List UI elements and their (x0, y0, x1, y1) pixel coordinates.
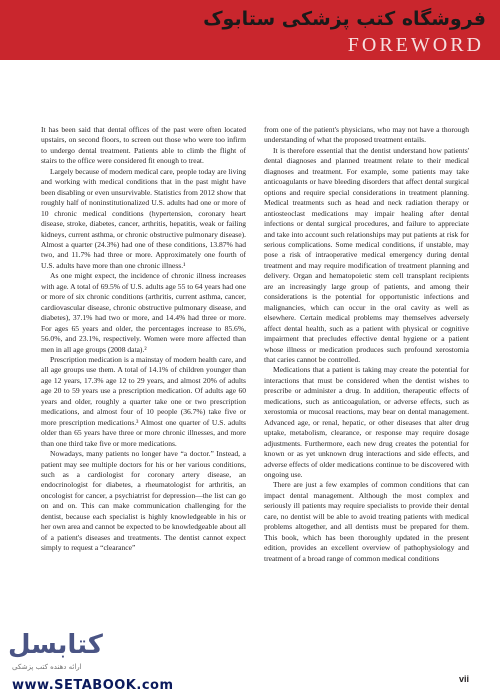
site-tagline: ارائه دهنده کتب پزشکی (12, 663, 82, 671)
paragraph: Nowadays, many patients no longer have “a doctor.” Instead, a patient may see multiple doctors for his or her various conditions, such as a cardiologist for coronary artery disease, an endocrinologist for diabetes, a rheumatologist for arthritis, an oncologist for cancer, a psychiatrist for depression—the list can go on and on. This can make communication challenging for the dentist, because each specialist is highly knowledgeable in his or her own area and cannot be expected to be knowledgeable about all of a patient's diseases and treatments. The dentist cannot expect simply to request a “clearance” (41, 449, 246, 553)
paragraph: It has been said that dental offices of the past were often located upstairs, on second floors, to screen out those who were too infirm to undergo dental treatment. Patients able to climb the flight of stairs to the office were considered fit enough to treat. (41, 125, 246, 166)
paragraph: Medications that a patient is taking may create the potential for interactions that must be considered when the dentist wishes to prescribe or administer a drug. In addition, therapeutic effects of medications, such as anticoagulation, or adverse effects, such as xerostomia or mucosal reactions, may bear on dental management. Advanced age, or renal, hepatic, or other diseases that alter drug uptake, metabolism, clearance, or response may require dosage adjustments. Furthermore, each new drug creates the potential for known or as yet unknown drug interactions and side effects, and adverse effects of older medications continue to be discovered with ongoing use. (264, 365, 469, 479)
paragraph: As one might expect, the incidence of chronic illness increases with age. A total of 69.5% of U.S. adults age 55 to 64 years had one or more of six chronic conditions (arthritis, current asthma, cancer, cardiovascular disease, chronic obstructive pulmonary disease, and diabetes), 37.1% had two or more, and 14.4% had three or more. For ages 65 years and older, the percentages increase to 85.6%, 56.0%, and 23.1%, respectively. Women were more affected than men in all age groups (2008 data).² (41, 271, 246, 354)
paragraph: There are just a few examples of common conditions that can impact dental management. Although the most complex and seriously ill patients may require specialists to provide their dental care, no dentist will be able to avoid treating patients with medical problems altogether, and all dentists must be prepared for them. This book, which has been thoroughly updated in the present edition, provides an excellent overview of pathophysiology and treatment of a broad range of common medical conditions (264, 480, 469, 563)
left-column (41, 125, 246, 653)
page-number: vii (458, 674, 469, 684)
paragraph: Largely because of modern medical care, people today are living and working with medical conditions that in the past might have been disabling or even unsurvivable. Statistics from 2012 show that roughly half of noninstitutionalized U.S. adults had one or more of 10 chronic medical conditions (hypertension, coronary heart disease, stroke, diabetes, cancer, arthritis, hepatitis, weak or failing kidneys, current asthma, or chronic obstructive pulmonary disease). Almost a quarter (24.3%) had one of these conditions, 13.87% had two, and 11.7% had three or more. Approximately one fourth of U.S. adults have more than one chronic illness.¹ (41, 166, 246, 270)
store-watermark: فروشگاه کتب پزشکی ستابوک (203, 8, 486, 30)
section-title: FOREWORD (347, 34, 484, 56)
right-column (264, 125, 469, 653)
body-text (41, 125, 469, 653)
paragraph: Prescription medication is a mainstay of modern health care, and all age groups use them. A total of 14.1% of children younger than age 12 years, 17.3% age 12 to 29 years, and almost 20% of adults age 20 to 59 years use a prescription medication. Of adults age 60 years and older, roughly a quarter take one or two prescription medications, and almost four of 10 people (36.7%) take five or more prescription medications.³ Almost one quarter of U.S. adults older than 65 years have three or more chronic illnesses, and more than one third take five or more medications. (41, 354, 246, 448)
site-url[interactable]: www.SETABOOK.com (12, 678, 174, 693)
site-logo: کتابسل (8, 630, 103, 660)
paragraph: from one of the patient's physicians, who may not have a thorough understanding of what the proposed treatment entails. (264, 125, 469, 145)
paragraph: It is therefore essential that the dentist understand how patients' dental diagnoses and planned treatment relate to their medical diagnoses and treatment. For example, some patients may take anticoagulants or have bleeding disorders that affect dental surgical options and require special considerations in treatment planning. Medical treatments such as head and neck radiation therapy or antiosteoclast medications may impair healing after dental infections or dental surgical procedures, and failure to appreciate and take into account such relationships may put patients at risk for serious complications. Some medical conditions, if unstable, may pose a risk of intraoperative medical emergency during dental treatment and may require modification of treatment planning and delivery. Organ and hematopoietic stem cell transplant recipients are an increasingly large group of patients, and among their considerations is the potential for opportunistic infections and malignancies, which can occur in the oral cavity as well as elsewhere. Certain medical problems may themselves adversely affect dental health, such as a patient with physical or cognitive impairment that precludes effective dental hygiene or a patient whose illness or medication produces such profound xerostomia that caries cannot be controlled. (264, 145, 469, 364)
